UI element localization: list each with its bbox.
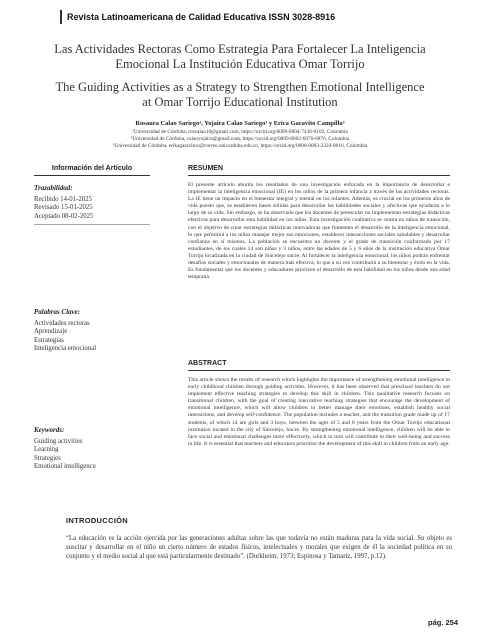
keyword-en: Strategies	[34, 454, 61, 462]
affiliations	[50, 129, 430, 151]
keyword-en: Guiding activities	[34, 438, 83, 445]
title-block	[50, 42, 430, 151]
title-english: The Guiding Activities as a Strategy to Strengthen Emotional Intelligence at Omar Torrijo Educational Institution	[55, 80, 425, 109]
keyword-es: Actividades rectoras	[34, 320, 90, 327]
keywords-es-panel	[34, 300, 150, 354]
keywords-es-label: Palabras Clave:	[34, 308, 81, 316]
affiliation-3: ³Universidad de Córdoba, erikagaravitoc@correo.unicordoba.edu.co, https://orcid.org/0000-0003-2324-0616, Colombia	[112, 143, 368, 150]
abstract-heading: ABSTRACT	[188, 360, 450, 371]
introduction-text: “La educación es la acción ejercida por las generaciones adultas sobre las que todavía no están maduras para la vida social. Su objeto es suscitar y desarrollar en el niño un cierto número de estados físicos, intelectuales y morales que exigen de él la sociedad política en su conjunto y el medio social al que está particularmente destinado”. (Durkheim, 1973; Espinosa y Tamariz, 1997, p.12).	[66, 535, 452, 560]
keywords-en-panel	[34, 418, 150, 472]
title-spanish: Las Actividades Rectoras Como Estrategia Para Fortalecer La Inteligencia Emocional La Institución Educativa Omar Torrijo	[54, 42, 426, 71]
date-accepted: Aceptado 08-02-2025	[34, 212, 94, 220]
resumen-text: El presente artículo aborda los resultados de una investigación enfocada en la importancia de desarrollar e implementar la inteligencia emocional (IE) en los niños de la primera infancia a través de las actividades rectoras. La IE tiene un impacto en el bienestar integral y mental en los infantes. Además, es crucial en los primeros años de vida puesto que, se establecen bases sólidas para desarrollar las habilidades sociales y afectivas que ayudarán a lo largo de su vida. Sin embargo, se ha observado que los docentes de preescolar no implementan estrategias didácticas efectivas para desarrollar esta habilidad en los niños. Esta investigación cualitativa se centra en niños de transición, con el objetivo de crear estrategias didácticas innovadoras que fomenten el desarrollo de la inteligencia emocional, lo que permitirá a los niños manejar mejor sus emociones, establecer interacciones sociales saludables y desarrollar confianza en sí mismos. La población se encuentra un docente y el grado de transición conformado por 17 estudiantes, de los cuales 14 son niñas y 3 niños, entre las edades de 5 y 6 años de la institución educativa Omar Torrijo localizada en la ciudad de Sincelejo sucre. Al fortalecer la inteligencia emocional, los niños podrán enfrentar desafíos sociales y emocionales de manera más efectiva, lo que a su vez contribuirá a su bienestar y éxito en la vida. Es fundamental que los docentes y educadores prioricen el desarrollo de esta habilidad en los niños desde una edad temprana.	[188, 182, 450, 281]
keywords-en-label: Keywords:	[34, 426, 65, 434]
article-info-panel	[34, 165, 150, 225]
introduction-section	[66, 516, 452, 561]
keyword-en: Learning	[34, 446, 59, 454]
affiliation-1: ¹Universidad de Córdoba, roscalao10@gmail.com, https://orcid.org/0009-0004-7436-0102, Colombia	[132, 129, 348, 135]
resumen-heading: RESUMEN	[188, 165, 450, 176]
divider	[34, 224, 150, 225]
history-label: Trazabilidad:	[34, 184, 73, 192]
abstract-text: This article shows the results of research which highlights the importance of strengthening emotional intelligence in early childhood children through guiding activities. However, it has been observed that preschool teachers do not implement effective teaching strategies to develop this skill in children. This qualitative research focuses on transitional children, with the goal of creating innovative teaching strategies that encourage the development of emotional intelligence, which will allow children to better manage their emotions, establish healthy social interactions, and develop self-confidence. The population includes a teacher, and the transition grade made up of 17 students, of which 14 are girls and 3 boys, between the ages of 5 and 6 years from the Omar Torrijo educational institution located in the city of Sincelejo, Sucre. By strengthening emotional intelligence, children will be able to face social and emotional challenges more effectively, which in turn will contribute to their well-being and success in life. It is essential that teachers and educators prioritize the development of this skill in children from an early age.	[188, 377, 450, 447]
affiliation-2: ²Universidad de Córdoba, calaoyojaira@gmail.com, https://orcid.org/0009-0002-6070-6876, Colombia	[130, 136, 350, 143]
resumen-section	[188, 165, 450, 281]
journal-header: Revista Latinoamericana de Calidad Educativa ISSN 3028-8916	[60, 10, 335, 24]
keyword-en: Emotional intelligence	[34, 463, 96, 471]
keyword-es: Inteligencia emocional	[34, 345, 97, 353]
keyword-es: Estrategias	[34, 336, 64, 344]
date-revised: Revisado 15-01-2025	[34, 204, 93, 212]
introduction-heading: INTRODUCCIÓN	[66, 516, 128, 525]
keyword-es: Aprendizaje	[34, 328, 68, 336]
page-number: pág. 254	[427, 618, 458, 627]
article-info-heading: Información del Artículo	[34, 165, 150, 176]
date-received: Recibido 14-01-2025	[34, 196, 92, 203]
authors: Rosaura Calao Sariego¹, Yojaira Calao Sariego² y Erica Garavito Campillo³	[135, 120, 345, 127]
abstract-section	[188, 360, 450, 448]
